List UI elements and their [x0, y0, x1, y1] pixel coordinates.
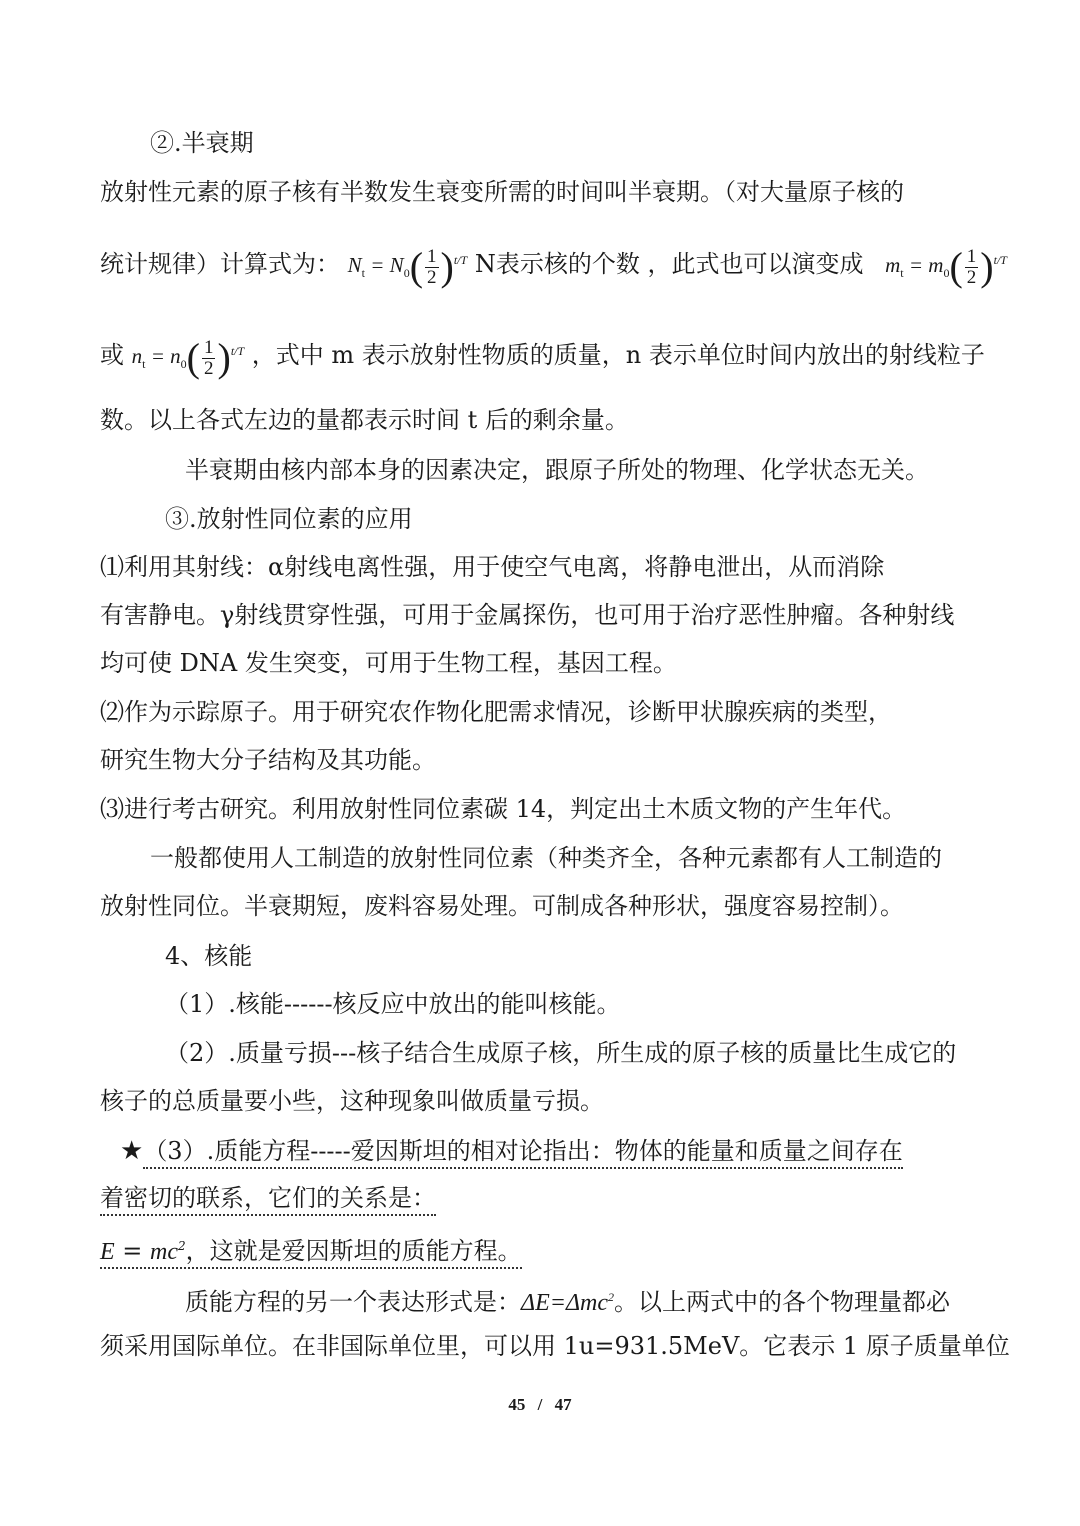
paragraph-line: ⑵作为示踪原子。用于研究农作物化肥需求情况，诊断甲状腺疾病的类型，	[100, 698, 892, 726]
page-separator: /	[537, 1395, 543, 1414]
paragraph-line: （1）.核能------核反应中放出的能叫核能。	[165, 990, 621, 1018]
star-icon: ★	[120, 1136, 144, 1166]
paragraph-line	[120, 1134, 903, 1168]
paragraph-line: 须采用国际单位。在非国际单位里，可以用 1u=931.5MeV。它表示 1 原子质量单位	[100, 1332, 1010, 1360]
text-span: 或	[100, 341, 124, 369]
paragraph-line: 核子的总质量要小些，这种现象叫做质量亏损。	[100, 1087, 604, 1115]
paragraph-line: 均可使 DNA 发生突变，可用于生物工程，基因工程。	[100, 649, 677, 677]
paragraph-line: 放射性同位。半衰期短，废料容易处理。可制成各种形状，强度容易控制）。	[100, 892, 904, 920]
paragraph-line: ⑶进行考古研究。利用放射性同位素碳 14，判定出土木质文物的产生年代。	[100, 795, 907, 823]
text-span: 质能方程的另一个表达形式是：	[185, 1288, 521, 1316]
text-span: 着密切的联系，它们的关系是：	[100, 1184, 436, 1216]
formula-nt-lower: $n_t = n_0$( $\frac{1}{2}$ )$^{t/T}$	[131, 335, 245, 381]
text-span: 统计规律）计算式为：	[100, 250, 340, 278]
formula-delta-e: ΔE=Δmc$^2$	[521, 1290, 615, 1316]
paragraph-line	[100, 1181, 436, 1215]
text-span: （3）.质能方程-----爱因斯坦的相对论指出：物体的能量和质量之间存在	[143, 1137, 902, 1169]
text-span: 。以上两式中的各个物理量都必	[614, 1288, 951, 1316]
paragraph-line: ⑴利用其射线：α射线电离性强，用于使空气电离，将静电泄出，从而消除	[100, 553, 885, 581]
paragraph-line: 有害静电。γ射线贯穿性强，可用于金属探伤，也可用于治疗恶性肿瘤。各种射线	[100, 601, 955, 629]
heading-nuclear-energy: 4、核能	[165, 942, 253, 970]
paragraph-line: 研究生物大分子结构及其功能。	[100, 746, 436, 774]
formula-emc2: $E = mc^2$，这就是爱因斯坦的质能方程。	[100, 1237, 522, 1269]
formula-mt: $m_t = m_0$( $\frac{1}{2}$ )$^{t/T}$	[885, 244, 1007, 290]
paragraph-line: 半衰期由核内部本身的因素决定，跟原子所处的物理、化学状态无关。	[185, 456, 929, 484]
heading-half-life: ②.半衰期	[150, 129, 254, 157]
text-span: N表示核的个数 ，此式也可以演变成	[474, 250, 864, 278]
paragraph-line	[100, 243, 1007, 290]
paragraph-line: 放射性元素的原子核有半数发生衰变所需的时间叫半衰期。（对大量原子核的	[100, 178, 904, 206]
paragraph-line: 数。以上各式左边的量都表示时间 t 后的剩余量。	[100, 406, 629, 434]
paragraph-line: （2）.质量亏损---核子结合生成原子核，所生成的原子核的质量比生成它的	[165, 1039, 957, 1067]
heading-applications: ③.放射性同位素的应用	[165, 505, 413, 533]
paragraph-line	[100, 334, 985, 381]
text-span: ，这就是爱因斯坦的质能方程。	[185, 1237, 522, 1265]
page-current: 45	[508, 1395, 526, 1414]
text-span: ，式中 m 表示放射性物质的质量，n 表示单位时间内放出的射线粒子	[251, 341, 985, 369]
paragraph-line	[185, 1280, 950, 1320]
page-number	[0, 1395, 1080, 1415]
paragraph-line: 一般都使用人工制造的放射性同位素（种类齐全，各种元素都有人工制造的	[150, 844, 942, 872]
page-total: 47	[554, 1395, 572, 1414]
formula-nt: $N_t = N_0$( $\frac{1}{2}$ )$^{t/T}$	[347, 244, 468, 290]
paragraph-line	[100, 1229, 522, 1269]
